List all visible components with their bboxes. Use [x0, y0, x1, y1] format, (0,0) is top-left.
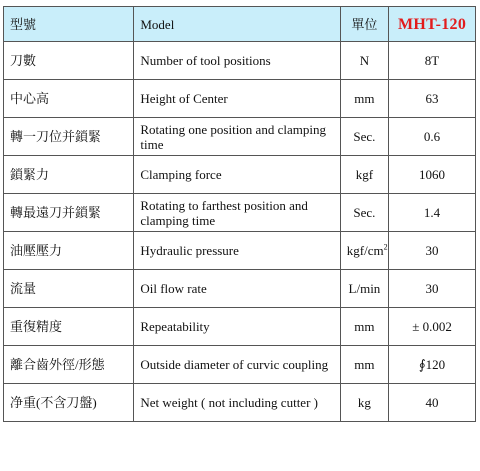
unit-text: kg: [357, 395, 371, 410]
spec-row: [4, 232, 476, 270]
spec-value: 30: [389, 270, 476, 308]
spec-value: ± 0.002: [389, 308, 476, 346]
unit-text: mm: [354, 357, 375, 372]
spec-chinese-label: 離合齒外徑/形態: [4, 346, 134, 384]
spec-value: 40: [389, 384, 476, 422]
spec-value: 8T: [389, 42, 476, 80]
spec-english-label: Number of tool positions: [134, 42, 340, 80]
spec-value: 0.6: [389, 118, 476, 156]
spec-unit: [340, 194, 388, 232]
unit-text: kgf: [355, 167, 374, 182]
spec-value: 1.4: [389, 194, 476, 232]
spec-english-label: Repeatability: [134, 308, 340, 346]
spec-row: [4, 80, 476, 118]
spec-unit: [340, 156, 388, 194]
spec-unit: [340, 308, 388, 346]
spec-english-label: Height of Center: [134, 80, 340, 118]
spec-chinese-label: 鎖緊力: [4, 156, 134, 194]
spec-unit: [340, 232, 388, 270]
unit-text: Sec.: [353, 205, 376, 220]
spec-value: ∮120: [389, 346, 476, 384]
spec-row: [4, 270, 476, 308]
spec-unit: [340, 270, 388, 308]
spec-unit: [340, 42, 388, 80]
header-row: [4, 7, 476, 42]
spec-value: 1060: [389, 156, 476, 194]
header-model-name: MHT-120: [389, 7, 476, 42]
spec-row: [4, 42, 476, 80]
spec-english-label: Net weight ( not including cutter ): [134, 384, 340, 422]
spec-english-label: Rotating one position and clamping time: [134, 118, 340, 156]
header-unit-label: 單位: [340, 7, 388, 42]
spec-row: [4, 384, 476, 422]
spec-row: [4, 118, 476, 156]
spec-row: [4, 194, 476, 232]
spec-chinese-label: 轉一刀位并鎖緊: [4, 118, 134, 156]
unit-superscript: 2: [383, 242, 388, 252]
unit-text: L/min: [348, 281, 381, 296]
spec-row: [4, 156, 476, 194]
spec-row: [4, 308, 476, 346]
spec-chinese-label: 刀數: [4, 42, 134, 80]
spec-unit: [340, 118, 388, 156]
spec-value: 63: [389, 80, 476, 118]
spec-english-label: Clamping force: [134, 156, 340, 194]
unit-text: Sec.: [353, 129, 376, 144]
spec-english-label: Outside diameter of curvic coupling: [134, 346, 340, 384]
spec-unit: [340, 80, 388, 118]
header-english-label: Model: [134, 7, 340, 42]
unit-text: mm: [354, 319, 375, 334]
unit-text: N: [359, 53, 370, 68]
spec-chinese-label: 轉最遠刀并鎖緊: [4, 194, 134, 232]
spec-chinese-label: 流量: [4, 270, 134, 308]
spec-chinese-label: 油壓壓力: [4, 232, 134, 270]
spec-english-label: Oil flow rate: [134, 270, 340, 308]
spec-chinese-label: 重復精度: [4, 308, 134, 346]
spec-row: [4, 346, 476, 384]
spec-english-label: Hydraulic pressure: [134, 232, 340, 270]
spec-chinese-label: 净重(不含刀盤): [4, 384, 134, 422]
spec-value: 30: [389, 232, 476, 270]
spec-table: [3, 6, 476, 422]
unit-text: mm: [354, 91, 375, 106]
spec-unit: [340, 384, 388, 422]
spec-english-label: Rotating to farthest position and clamping time: [134, 194, 340, 232]
spec-chinese-label: 中心高: [4, 80, 134, 118]
spec-unit: [340, 346, 388, 384]
unit-text: kgf/cm: [346, 243, 384, 258]
header-chinese-label: 型號: [4, 7, 134, 42]
